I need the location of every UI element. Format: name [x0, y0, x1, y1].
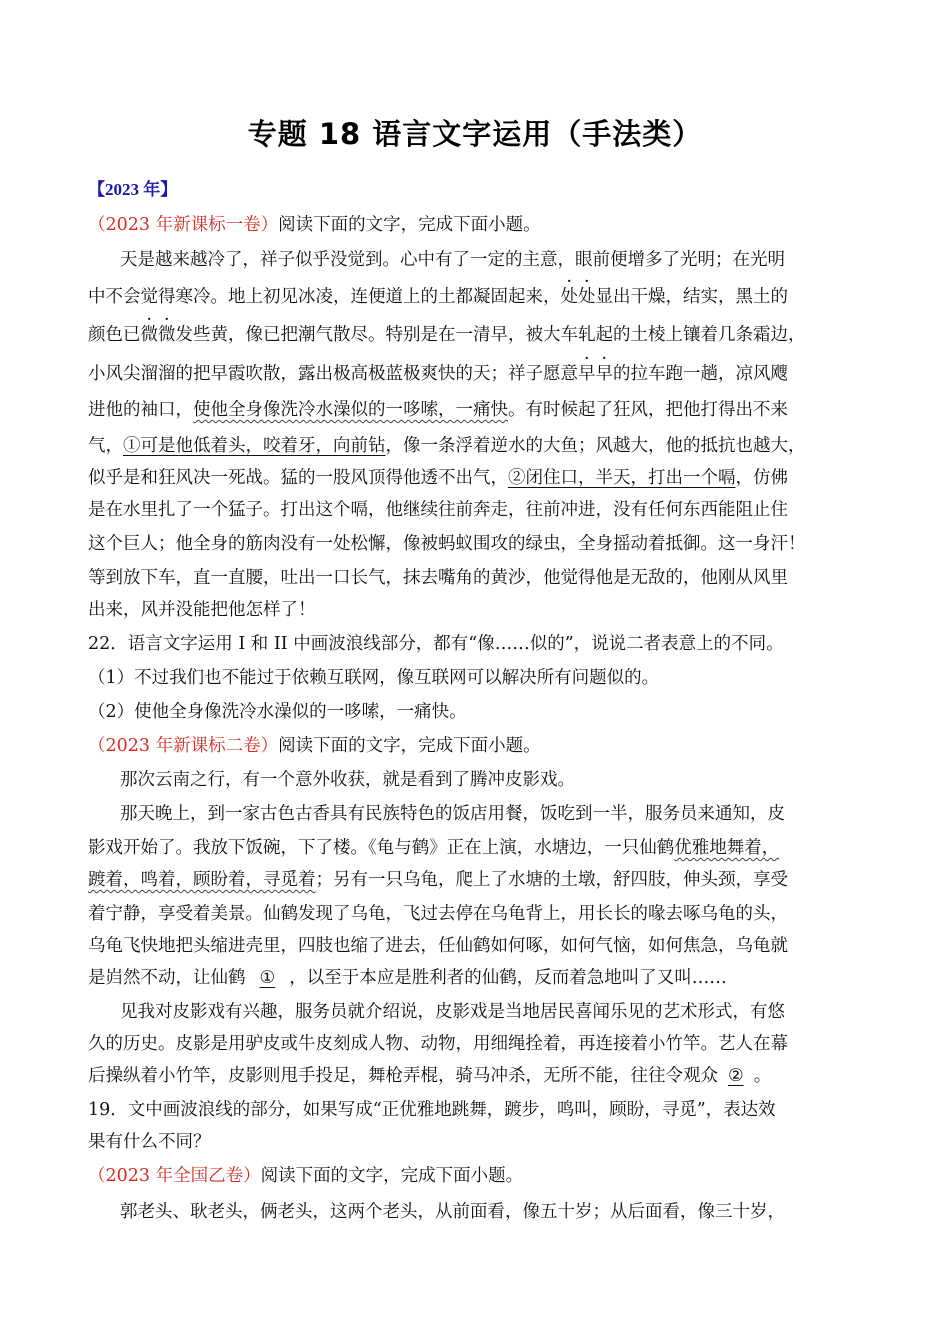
sec2-para-line [88, 836, 779, 860]
sec2-para-line: 久的历史。皮影是用驴皮或牛皮刻成人物、动物，用细绳拴着，再连接着小竹竿。艺人在幕 [88, 1034, 788, 1054]
text-run: 气， [88, 436, 123, 456]
sec2-para-line: 见我对皮影戏有兴趣，服务员就介绍说，皮影戏是当地居民喜闻乐见的艺术形式，有悠 [120, 1002, 785, 1022]
page-title: 专题 18 语言文字运用（手法类） [247, 117, 703, 151]
wavy-underlined-phrase: 使他全身像洗冷水澡似的一哆嗦，一痛快 [193, 400, 508, 420]
question-19: 19．文中画波浪线的部分，如果写成“正优雅地跳舞，踱步，鸣叫，顾盼，寻觅”，表达效 [88, 1100, 776, 1120]
text-run: 。有时候起了狂风，把他打得出不来 [508, 400, 788, 420]
year-heading [88, 178, 177, 202]
sec1-para-line [88, 362, 788, 386]
sec2-source: （2023 年新课标二卷） [88, 736, 279, 756]
sec3-para-line: 郭老头、耿老头，俩老头，这两个老头，从前面看，像五十岁；从后面看，像三十岁， [120, 1202, 785, 1222]
sec2-para-line [88, 1064, 771, 1088]
sec2-para-line: 那次云南之行，有一个意外收获，就是看到了腾冲皮影戏。 [120, 770, 575, 790]
text-run: 后操纵着小竹竿，皮影则甩手投足，舞枪弄棍，骑马冲杀，无所不能，往往令观众 [88, 1066, 718, 1086]
text-run: 似乎是和狂风决一死战。猛的一股风顶得他透不出气， [88, 468, 508, 488]
sec1-source: （2023 年新课标一卷） [88, 215, 279, 235]
wavy-underlined-phrase: 优雅地舞着， [674, 838, 780, 858]
text-run: ，以至于本应是胜利者的仙鹤，反而着急地叫了又叫…… [289, 968, 727, 988]
sec1-para-line [88, 434, 806, 458]
text-run: 是岿然不动，让仙鹤 [88, 968, 246, 988]
question-22-item-2: （2）使他全身像洗冷水澡似的一哆嗦，一痛快。 [88, 702, 467, 722]
wavy-underlined-phrase: 踱着，鸣着，顾盼着，寻觅着 [88, 870, 316, 890]
sec2-para-line: 乌龟飞快地把头缩进壳里，四肢也缩了进去，任仙鹤如何啄，如何气恼，如何焦急，乌龟就 [88, 936, 788, 956]
text-run: 。 [753, 1066, 772, 1086]
sec2-para-line: 那天晚上，到一家古色古香具有民族特色的饭店用餐，饭吃到一半，服务员来通知，皮 [120, 804, 785, 824]
sec1-para-line [88, 466, 788, 490]
emphasis-dot-char: 微 [158, 325, 176, 345]
text-run: 小风尖溜溜的把早霞吹散，露出极高极蓝极爽快的天；祥子愿意 [88, 364, 578, 384]
text-run: 中不会觉得寒冷。地上初见冰凌，连便道上的土都凝固起来， [88, 287, 561, 307]
emphasis-dot-char: 微 [140, 325, 158, 345]
underlined-phrase-1: ①可是他低着头，咬着牙，向前钻 [123, 436, 386, 456]
text-run: 影戏开始了。我放下饭碗，下了楼。《龟与鹤》正在上演，水塘边，一只仙鹤 [88, 838, 675, 858]
text-run: 颜色已 [88, 325, 141, 345]
question-22: 22．语言文字运用 I 和 II 中画波浪线部分，都有“像……似的”，说说二者表意上的不同。 [88, 634, 784, 654]
sec2-para-line [88, 966, 727, 990]
text-run: 显出干燥，结实，黑土的 [595, 287, 788, 307]
sec1-para-line: 是在水里扎了一个猛子。打出这个嗝，他继续往前奔走，往前冲进，没有任何东西能阻止住 [88, 500, 788, 520]
question-22-item-1: （1）不过我们也不能过于依赖互联网，像互联网可以解决所有问题似的。 [88, 668, 660, 688]
underlined-phrase-2: ②闭住口，半天，打出一个嗝 [508, 468, 736, 488]
sec1-para-line [88, 285, 788, 309]
text-run: ，仿佛 [735, 468, 788, 488]
text-run: ，像一条浮着逆水的大鱼；风越大，他的抵抗也越大， [385, 436, 806, 456]
sec2-para-line: 着宁静，享受着美景。仙鹤发现了乌龟，飞过去停在乌龟背上，用长长的喙去啄乌龟的头， [88, 904, 788, 924]
sec3-source: （2023 年全国乙卷） [88, 1166, 261, 1186]
sec1-para-line: 天是越来越冷了，祥子似乎没觉到。心中有了一定的主意，眼前便增多了光明；在光明 [120, 250, 785, 270]
text-run: 的拉车跑一趟，凉风飕 [613, 364, 788, 384]
text-run: 进他的袖口， [88, 400, 193, 420]
text-run: ；另有一只乌龟，爬上了水塘的土墩，舒四肢，伸头颈，享受 [315, 870, 788, 890]
blank-2: ② [728, 1066, 744, 1086]
sec2-header [88, 734, 541, 758]
sec1-para-line [88, 323, 806, 347]
sec1-para-line: 这个巨人；他全身的筋肉没有一处松懈，像被蚂蚁围攻的绿虫，全身摇动着抵御。这一身汗！ [88, 534, 806, 554]
blank-1: ① [259, 968, 276, 988]
sec1-instruction: 阅读下面的文字，完成下面小题。 [278, 215, 541, 235]
sec1-para-line [88, 398, 788, 422]
year-tag: 【2023 年】 [88, 180, 178, 199]
question-19-cont: 果有什么不同？ [88, 1132, 211, 1152]
sec3-header [88, 1164, 523, 1188]
sec2-instruction: 阅读下面的文字，完成下面小题。 [278, 736, 541, 756]
sec1-para-line: 等到放下车，直一直腰，吐出一口长气，抹去嘴角的黄沙，他觉得他是无敌的，他刚从风里 [88, 568, 788, 588]
sec2-para-line [88, 868, 788, 892]
sec3-instruction: 阅读下面的文字，完成下面小题。 [260, 1166, 524, 1186]
sec1-header [88, 213, 541, 237]
emphasis-dot-char: 早 [595, 364, 613, 384]
sec1-para-line: 出来，风并没能把他怎样了！ [88, 600, 316, 620]
text-run: 发些黄，像已把潮气散尽。特别是在一清早，被大车轧起的土棱上镶着几条霜边， [175, 325, 806, 345]
emphasis-dot-char: 处 [578, 287, 596, 307]
emphasis-dot-char: 处 [560, 287, 578, 307]
emphasis-dot-char: 早 [578, 364, 596, 384]
